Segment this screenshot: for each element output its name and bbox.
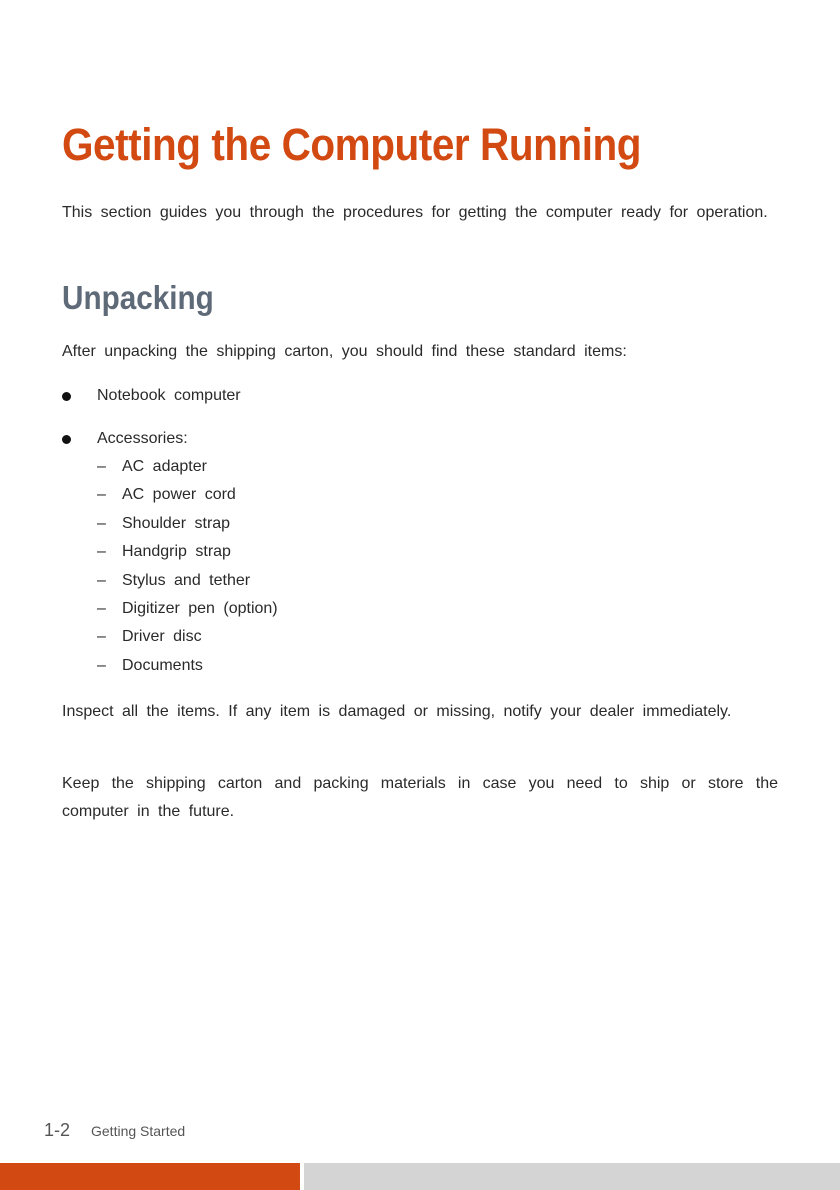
dash-icon: –	[97, 543, 106, 561]
inspect-paragraph: Inspect all the items. If any item is damaged or missing, notify your dealer immediately.	[62, 703, 732, 720]
intro-paragraph: This section guides you through the procedures for getting the computer ready for operation.	[62, 204, 768, 221]
dash-icon: –	[97, 628, 106, 646]
footer-gray-bar	[304, 1163, 840, 1190]
sub-list-item	[97, 623, 762, 651]
list-item-label: Notebook computer	[97, 387, 241, 404]
page-number: 1-2	[44, 1120, 71, 1140]
dash-icon: –	[97, 486, 106, 504]
dash-icon: –	[97, 458, 106, 475]
sub-list-item-label: Stylus and tether	[122, 571, 251, 589]
list-item-label: Accessories:	[97, 430, 188, 447]
sub-list-item-label: Driver disc	[122, 628, 202, 646]
keep-carton-paragraph: Keep the shipping carton and packing materials in case you need to ship or store the computer in the future.	[62, 775, 778, 820]
bullet-icon	[62, 392, 71, 401]
sub-list-item-label: AC adapter	[122, 458, 207, 475]
list-item-accessories	[62, 425, 762, 680]
section-title-unpacking: Unpacking	[62, 279, 214, 316]
sub-list-item	[97, 453, 762, 481]
sub-list-item	[97, 567, 762, 595]
sub-list-item	[97, 538, 762, 566]
list-item-notebook-computer	[62, 382, 762, 410]
dash-icon: –	[97, 571, 106, 589]
accessories-sublist	[97, 453, 762, 680]
standard-items-list	[62, 382, 762, 680]
bullet-icon	[62, 435, 71, 444]
sub-list-item-label: Digitizer pen (option)	[122, 600, 278, 618]
sub-list-item	[97, 510, 762, 538]
footer-section-label: Getting Started	[91, 1123, 186, 1139]
sub-list-item-label: Shoulder strap	[122, 514, 231, 532]
sub-list-item-label: Handgrip strap	[122, 543, 231, 561]
footer-accent-bar	[0, 1163, 300, 1190]
sub-list-item	[97, 595, 762, 623]
page-title: Getting the Computer Running	[62, 119, 642, 170]
sub-list-item-label: Documents	[122, 656, 203, 674]
sub-list-item	[97, 652, 762, 680]
dash-icon: –	[97, 514, 106, 532]
dash-icon: –	[97, 656, 106, 674]
dash-icon: –	[97, 600, 106, 618]
sub-list-item	[97, 481, 762, 509]
unpacking-lead-paragraph: After unpacking the shipping carton, you should find these standard items:	[62, 343, 627, 360]
sub-list-item-label: AC power cord	[122, 486, 236, 504]
